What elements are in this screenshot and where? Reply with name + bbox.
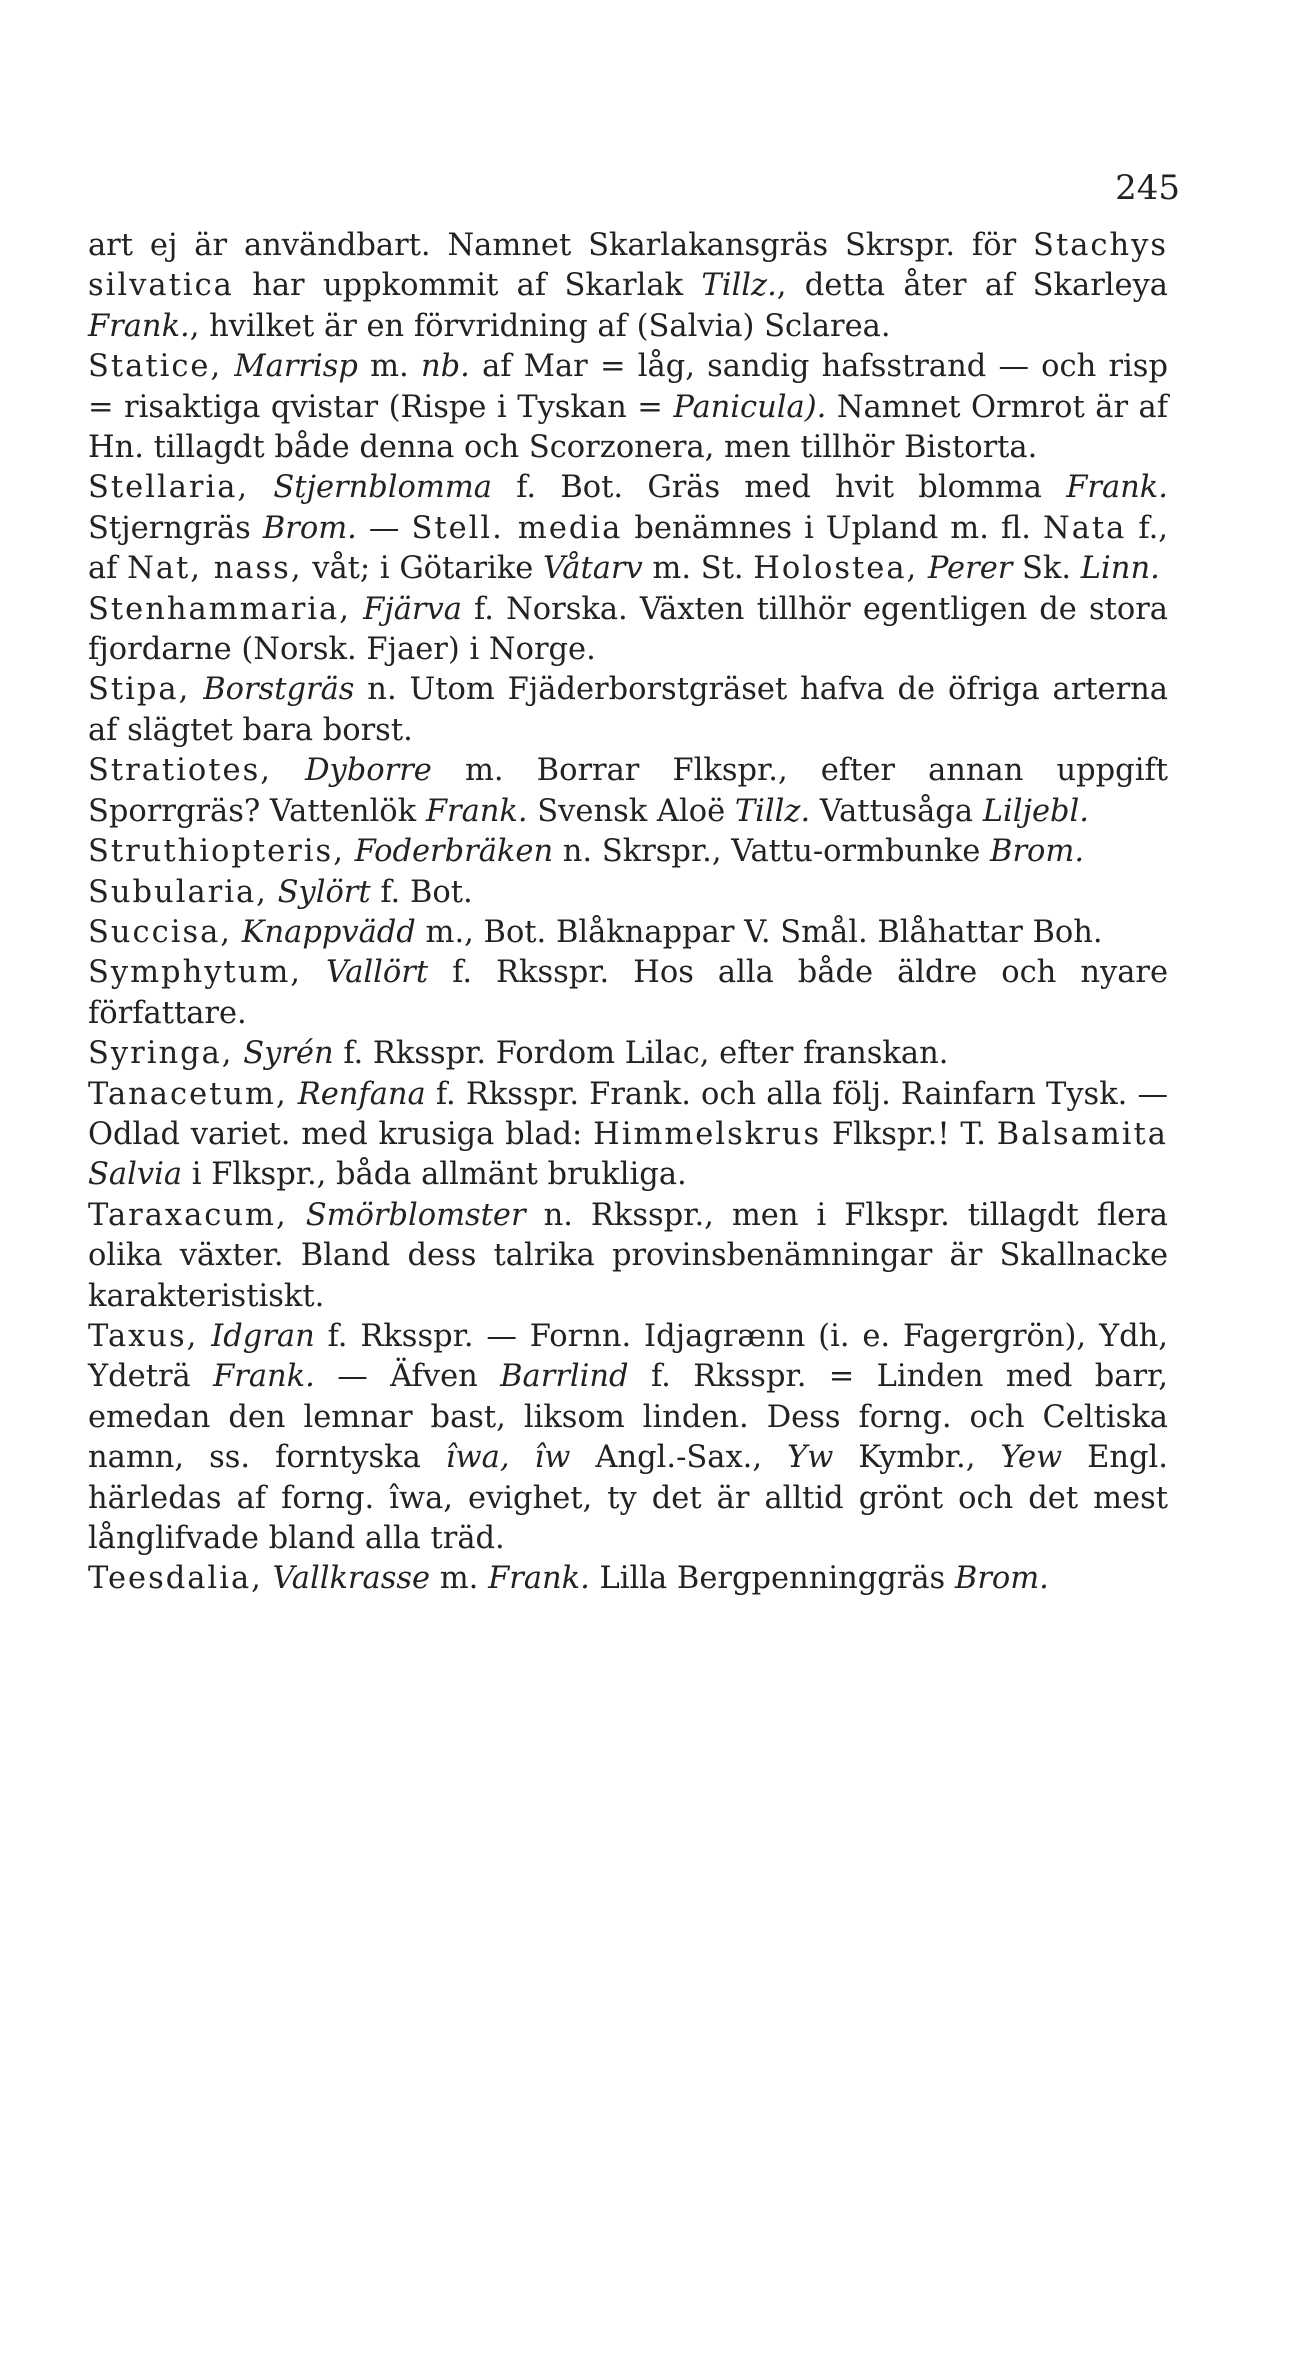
entry-text xyxy=(288,1198,306,1233)
italic-term: Borstgräs xyxy=(203,672,355,708)
entry-text: Kymbr., xyxy=(833,1440,1001,1476)
spaced-term: Succisa, xyxy=(88,914,232,950)
italic-term: Panicula). xyxy=(673,389,827,425)
entry-text xyxy=(232,915,242,950)
dictionary-entry xyxy=(88,913,1168,953)
dictionary-entry xyxy=(88,670,1168,751)
entry-text: benämnes i Upland m. fl. xyxy=(622,510,1044,546)
italic-term: Dyborre xyxy=(305,753,432,789)
italic-term: Brom. xyxy=(262,510,357,546)
dictionary-entry xyxy=(88,873,1168,913)
entry-text: f. Rksspr. Fordom Lilac, efter franskan. xyxy=(333,1036,949,1072)
dictionary-entry xyxy=(88,1317,1168,1559)
spaced-term: Balsamita xyxy=(996,1116,1168,1152)
entry-text: , hvilket är en förvridning af (Salvia) Sclarea. xyxy=(189,308,891,344)
italic-term: Renfana xyxy=(297,1076,426,1112)
dictionary-entry xyxy=(88,953,1168,1034)
italic-term: Tillz. xyxy=(701,268,777,304)
italic-term: Frank. xyxy=(488,1561,590,1597)
italic-term: Frank. xyxy=(88,308,190,344)
dictionary-entry xyxy=(88,1075,1168,1196)
spaced-term: Symphytum, xyxy=(88,955,302,991)
entry-text: , detta åter af Skarleya xyxy=(776,268,1168,304)
entry-text: n. Skrspr., Vattu-ormbunke xyxy=(553,834,991,870)
entry-text: f. Rksspr. Frank. och alla följ. Rainfarn Tysk. — Odlad variet. med krusiga blad: xyxy=(88,1076,1168,1152)
entry-text xyxy=(272,753,305,788)
entry-text: m. xyxy=(430,1561,489,1597)
entry-text: f. Bot. xyxy=(370,874,473,910)
italic-term: Liljebl. xyxy=(982,793,1089,829)
spaced-term: Taraxacum, xyxy=(88,1197,288,1233)
entry-text: f. Rksspr. — Fornn. Idjagrænn (i. e. Fagergrön), Ydh, Ydeträ xyxy=(88,1318,1168,1395)
italic-term: Brom. xyxy=(990,834,1085,870)
italic-term: Perer xyxy=(927,551,1013,587)
dictionary-entry xyxy=(88,347,1168,468)
spaced-term: Stenhammaria, xyxy=(88,591,351,627)
entry-text: f. Rksspr. Hos alla både äldre och nyare författare. xyxy=(88,955,1169,1031)
entry-text: Vattusåga xyxy=(810,793,983,829)
italic-term: Smörblomster xyxy=(305,1197,526,1233)
page-body xyxy=(88,226,1168,1600)
entry-text: Engl. härledas af forng. îwa, evighet, ty det är alltid grönt och det mest långlifvade bland alla träd. xyxy=(88,1440,1169,1556)
dictionary-entry xyxy=(88,1034,1168,1074)
spaced-term: Stellaria, xyxy=(88,470,250,506)
italic-term: Salvia xyxy=(88,1157,183,1193)
italic-term: Sylört xyxy=(277,874,371,910)
italic-term: Frank. xyxy=(1066,470,1168,506)
entry-text xyxy=(345,834,355,869)
italic-term: Barrlind xyxy=(500,1359,629,1395)
entry-text: Svensk Aloë xyxy=(527,793,735,829)
spaced-term: Struthiopteris, xyxy=(88,834,345,870)
italic-term: Stjernblomma xyxy=(273,470,492,506)
entry-text: Namnet Ormrot är af Hn. tillagdt både denna och Scorzonera, men tillhör Bistorta. xyxy=(88,389,1168,466)
italic-term: Yew xyxy=(1000,1440,1063,1476)
italic-term: Knappvädd xyxy=(241,914,416,950)
dictionary-entry xyxy=(88,751,1168,832)
entry-text: f., af xyxy=(88,510,1168,587)
italic-term: Marrisp xyxy=(234,349,358,385)
italic-term: îwa, îw xyxy=(445,1440,571,1476)
entry-text xyxy=(288,1077,298,1112)
entry-text: n. Utom Fjäderborstgräset hafva de öfriga arterna af slägtet bara borst. xyxy=(88,672,1168,748)
entry-text xyxy=(268,875,278,910)
italic-term: Frank. xyxy=(425,793,528,829)
entry-text: Angl.-Sax., xyxy=(570,1440,788,1476)
entry-text: af Mar = låg, sandig hafsstrand — och risp = risaktiga qvistar (Rispe i Tyskan = xyxy=(88,349,1168,425)
spaced-term: Teesdalia, xyxy=(88,1561,263,1597)
entry-text xyxy=(198,1319,211,1354)
entry-text: Sk. xyxy=(1012,551,1081,587)
italic-term: Idgran xyxy=(211,1318,315,1354)
italic-term: Brom. xyxy=(954,1561,1049,1597)
entry-text xyxy=(234,1036,244,1071)
entry-text: m. Borrar Flkspr., efter annan uppgift Sporrgräs? Vattenlök xyxy=(88,753,1168,829)
italic-term: Fjärva xyxy=(363,591,462,627)
spaced-term: Taxus, xyxy=(88,1318,199,1354)
italic-term: Vallört xyxy=(326,955,429,991)
entry-text: m. xyxy=(357,349,421,385)
spaced-term: Stratiotes, xyxy=(88,753,272,789)
spaced-term: Himmelskrus xyxy=(593,1116,822,1152)
entry-text xyxy=(190,672,203,707)
italic-term: Syrén xyxy=(243,1036,334,1072)
dictionary-entry xyxy=(88,1196,1168,1317)
spaced-term: Stachys silvatica xyxy=(88,228,1168,304)
entry-text: f. Norska. Växten tillhör egentligen de stora fjordarne (Norsk. Fjaer) i Norge. xyxy=(88,591,1168,668)
spaced-term: Holostea, xyxy=(753,551,919,587)
spaced-term: Statice, xyxy=(88,349,223,385)
spaced-term: Nat, nass, xyxy=(127,551,303,587)
dictionary-entry xyxy=(88,832,1168,872)
entry-text: Flkspr.! T. xyxy=(821,1116,997,1152)
entry-text: art ej är användbart. Namnet Skarlakansgräs Skrspr. för xyxy=(88,228,1034,263)
entry-text: f. Bot. Gräs med hvit blomma xyxy=(491,470,1067,506)
italic-term: Foderbräken xyxy=(354,834,554,870)
spaced-term: Tanacetum, xyxy=(88,1076,288,1112)
italic-term: Linn. xyxy=(1080,551,1160,587)
entry-text: i Flkspr., båda allmänt brukliga. xyxy=(182,1157,687,1193)
entry-text xyxy=(302,955,326,990)
entry-text xyxy=(263,1561,273,1596)
spaced-term: Stipa, xyxy=(88,672,191,708)
entry-text: n. Rksspr., men i Flkspr. tillagdt flera olika växter. Bland dess talrika provinsbenämningar är Skallnacke karakteristiskt. xyxy=(88,1197,1168,1314)
dictionary-entry xyxy=(88,226,1168,347)
entry-text: f. Rksspr. = Linden med barr, emedan den lemnar bast, liksom linden. Dess forng. och Celtiska namn, ss. forntyska xyxy=(88,1359,1168,1476)
italic-term: Våtarv xyxy=(543,551,643,587)
entry-text: har uppkommit af Skarlak xyxy=(233,268,702,304)
italic-term: Tillz. xyxy=(734,793,811,829)
italic-term: Yw xyxy=(787,1440,834,1476)
dictionary-entry xyxy=(88,1559,1168,1599)
dictionary-entry xyxy=(88,468,1168,589)
italic-term: Frank. xyxy=(213,1359,315,1395)
spaced-term: Stell. media xyxy=(411,510,623,546)
entry-text: Stjerngräs xyxy=(88,510,263,546)
entry-text xyxy=(351,592,363,627)
entry-text: våt; i Götarike xyxy=(302,551,544,587)
entry-text: m. St. xyxy=(642,551,754,587)
entry-text: — Äfven xyxy=(314,1359,501,1395)
italic-term: Vallkrasse xyxy=(272,1561,431,1597)
italic-term: nb. xyxy=(420,349,470,385)
spaced-term: Nata xyxy=(1043,510,1127,546)
entry-text xyxy=(222,349,234,384)
dictionary-entry xyxy=(88,590,1168,671)
entry-text: Lilla Bergpenninggräs xyxy=(589,1561,955,1597)
page-number: 245 xyxy=(1115,168,1180,208)
entry-text: — xyxy=(356,510,412,546)
spaced-term: Syringa, xyxy=(88,1036,234,1072)
entry-text xyxy=(918,551,928,586)
spaced-term: Subularia, xyxy=(88,874,268,910)
entry-text xyxy=(249,470,273,505)
entry-text: m., Bot. Blåknappar V. Smål. Blåhattar Boh. xyxy=(415,914,1103,950)
